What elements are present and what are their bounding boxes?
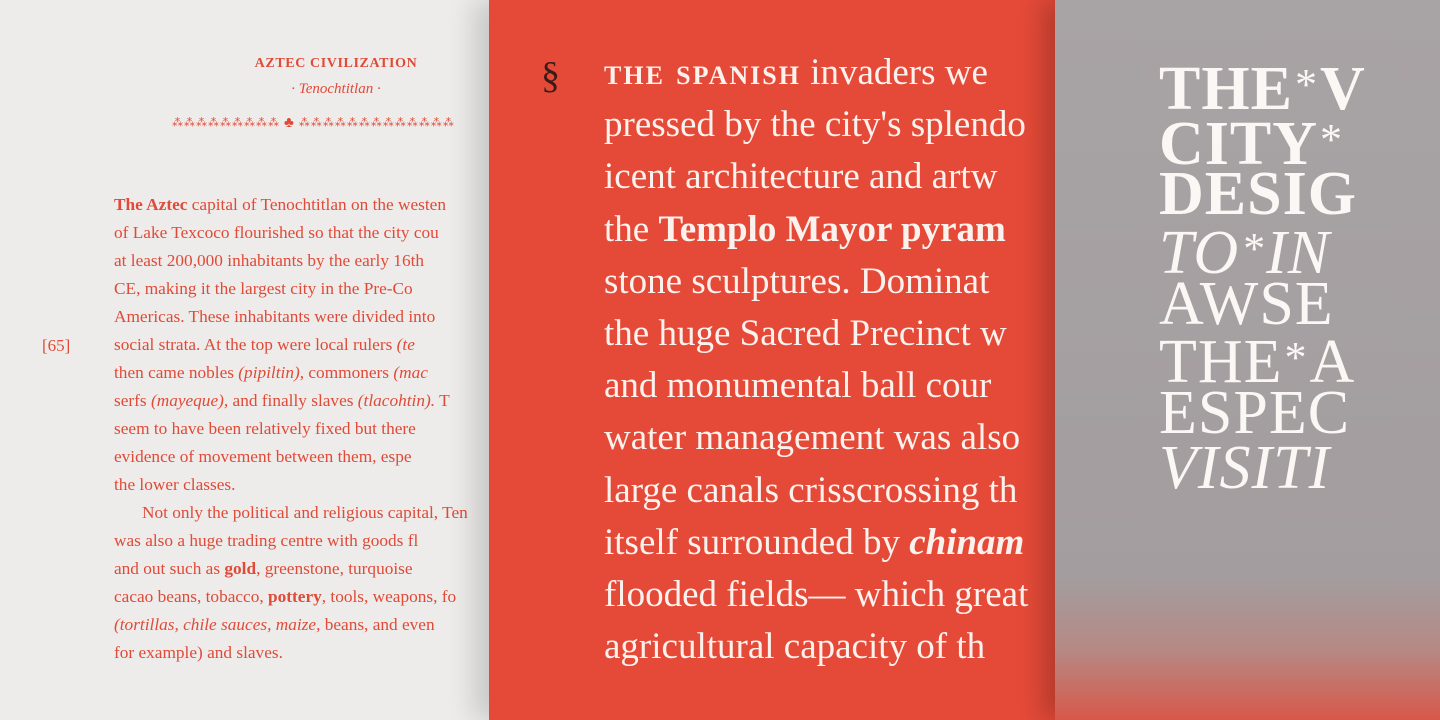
asterisk-icon: * [1294,60,1318,109]
poster-word: CITY [1159,109,1319,178]
asterisk-icon: * [1241,224,1265,274]
text-run: itself surrounded by [604,521,910,563]
text-run: flooded fields— which great [604,573,1029,615]
italic-text: (mayeque), [150,391,229,410]
text-run: serfs [114,391,151,410]
text-run: seem to have been relatively fixed but there [114,419,416,438]
poster-word: V [1319,55,1366,123]
italic-text: (te [396,335,415,354]
text-run: and out such as [114,559,225,578]
text-line [114,583,534,611]
text-run: pressed by the city's splendo [604,104,1026,146]
italic-text: (tlacohtin). [357,391,436,410]
text-run: invaders we [800,52,988,93]
text-run: of Lake Texcoco flourished so that the city cou [114,223,439,242]
text-run: beans, and even [320,615,435,634]
text-run: water management was also [604,417,1021,459]
poster-display-text [1159,52,1440,502]
ornament-center-icon: ♣ [284,115,295,128]
bold-text: The Aztec [114,195,188,214]
poster-word: THE [1159,55,1293,123]
text-line [114,275,534,303]
text-line [114,303,534,331]
text-run: Not only the political and religious capital, Ten [142,503,468,522]
text-run: capital of Tenochtitlan on the westen [187,195,446,214]
poster-word: ESPEC [1159,379,1351,448]
decorative-ornament-rule [172,114,502,128]
text-run: the huge Sacred Precinct w [604,312,1007,354]
poster-line [1159,269,1440,338]
italic-text: (mac [393,363,428,382]
poster-line [1159,325,1440,397]
poster-word: AWSE [1159,269,1334,338]
poster-line [1159,379,1440,448]
text-run: Americas. These inhabitants were divided into [114,307,436,326]
text-line [114,443,534,471]
text-line [114,471,534,499]
text-run: social strata. At the top were local rulers [114,335,397,354]
text-run: then came nobles [114,363,239,382]
asterisk-icon: * [1284,333,1308,383]
poster-line [1159,160,1440,229]
text-line [114,639,534,667]
book-page-panel [0,0,520,720]
text-run: for example) and slaves. [114,643,283,662]
body-text [114,191,534,667]
text-run: , tools, weapons, fo [321,587,457,606]
text-line [114,527,534,555]
poster-line [1159,433,1440,502]
text-run: and finally slaves [228,391,358,410]
text-run: , greenstone, turquoise [256,559,413,578]
text-run: the lower classes. [114,475,236,494]
poster-word: VISITI [1159,433,1331,502]
page-number: [65] [42,336,71,355]
red-page-panel [489,0,1109,720]
bold-text: gold [224,559,257,578]
bold-text: Templo Mayor pyram [658,208,1006,250]
running-header-title: AZTEC CIVILIZATION [254,56,418,71]
text-line [114,387,534,415]
ornament-left: ⁂⁂⁂⁂⁂⁂⁂⁂⁂ [172,117,280,128]
text-line [114,331,534,359]
text-run: stone sculptures. Dominat [604,260,990,302]
poster-word: TO [1159,219,1240,288]
text-run: and monumental ball cour [604,365,992,407]
text-run: evidence of movement between them, espe [114,447,412,466]
text-run: icent architecture and artw [604,156,998,198]
poster-word: THE [1159,328,1283,397]
text-run: cacao beans, tobacco, [114,587,269,606]
ornament-right: ⁂⁂⁂⁂⁂⁂⁂⁂⁂⁂⁂⁂⁂ [298,117,455,128]
text-run: CE, making it the largest city in the Pre-Co [114,279,413,298]
text-run: the [604,208,659,250]
bold-text: pottery [268,587,322,606]
text-run: agricultural capacity of th [604,626,986,668]
section-mark-icon: § [541,55,560,97]
text-line [114,499,534,527]
poster-line [1159,216,1440,288]
text-run: T [435,391,450,410]
text-run: large canals crisscrossing th [604,469,1018,511]
bold-text: chinam [909,521,1025,563]
text-run: was also a huge trading centre with goods fl [114,531,419,550]
poster-word: IN [1266,219,1331,288]
poster-word: A [1309,328,1356,397]
italic-text: (pipiltin), [238,363,305,382]
text-line [114,415,534,443]
text-run: commoners [304,363,394,382]
text-line [114,555,534,583]
text-line [114,359,534,387]
poster-line [1159,107,1440,178]
text-line [114,611,534,639]
text-run: at least 200,000 inhabitants by the early 16th [114,251,425,270]
asterisk-icon: * [1320,114,1344,164]
text-line [114,247,534,275]
text-line [114,219,534,247]
italic-text: (tortillas, chile sauces, maize, [114,615,321,634]
poster-word: DESIG [1159,160,1357,229]
text-line [114,191,534,219]
poster-panel [1055,0,1440,720]
poster-line [1159,52,1440,123]
running-header-subtitle: · Tenochtitlan · [291,81,381,97]
text-run: the spanish [604,52,801,93]
